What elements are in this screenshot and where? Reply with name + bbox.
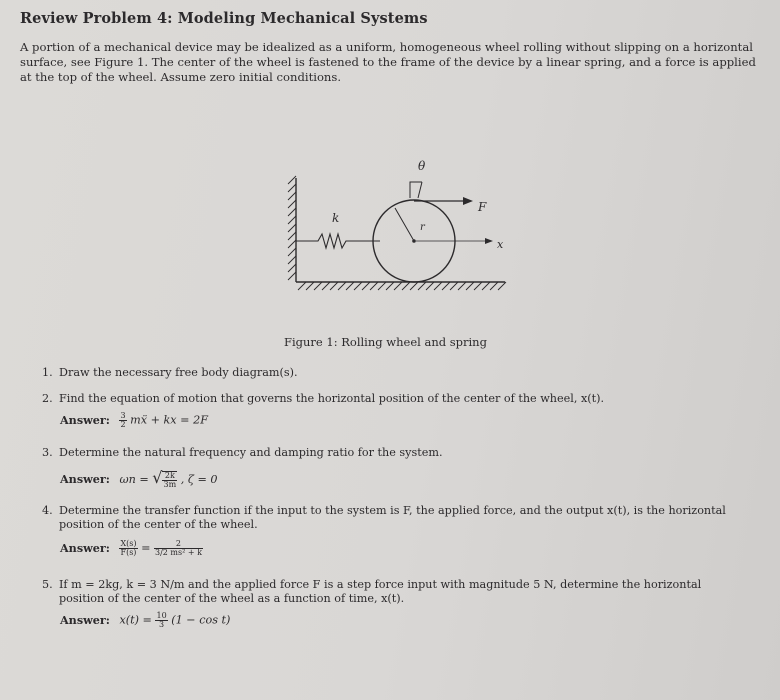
problem-text: Find the equation of motion that governs the horizontal position of the center of the wheel, x(t).: [59, 392, 605, 405]
problem-text: Determine the natural frequency and damping ratio for the system.: [59, 446, 443, 459]
answer-expression: (1 − cos t): [171, 613, 231, 627]
page-title: Review Problem 4: Modeling Mechanical Systems: [20, 10, 428, 27]
fraction-lhs: [119, 540, 137, 557]
ground-hatching: [298, 282, 506, 290]
answer-expression: mẍ + kx = 2F: [130, 413, 208, 427]
spring-label: k: [332, 211, 340, 225]
problem-number: 3.: [42, 446, 53, 459]
answer-5: [60, 612, 230, 629]
equals-sign: =: [141, 541, 151, 555]
answer-2: [60, 412, 208, 429]
fraction-denominator: 3m: [163, 480, 177, 489]
fraction-numerator: 2: [154, 540, 203, 549]
fraction: [119, 412, 126, 429]
radius-label: r: [420, 222, 425, 233]
wheel-spring-figure: [270, 150, 530, 300]
radius-line: [395, 208, 414, 241]
force-arrowhead: [463, 197, 473, 205]
wall-hatching: [288, 176, 296, 280]
intro-line: surface, see Figure 1. The center of the wheel is fastened to the frame of the device by a linear spring, and a force is applied: [20, 55, 756, 69]
problem-text-continued: position of the center of the wheel as a function of time, x(t).: [59, 592, 405, 605]
intro-line: A portion of a mechanical device may be idealized as a uniform, homogeneous wheel rolling without slipping on a horizontal: [20, 40, 753, 54]
problem-text-continued: position of the center of the wheel.: [59, 518, 258, 531]
theta-marker: [410, 182, 422, 198]
fraction-numerator: X(s): [120, 539, 137, 548]
problem-text: If m = 2kg, k = 3 N/m and the applied force F is a step force input with magnitude 5 N, determine the horizontal: [59, 578, 702, 591]
answer-label: Answer:: [60, 540, 110, 555]
fraction-numerator: 10: [156, 611, 167, 620]
fraction-numerator: 2k: [162, 472, 177, 481]
fraction-denominator: 3/2 ms² + k: [155, 548, 202, 557]
fraction-denominator: F(s): [120, 548, 137, 557]
answer-label: Answer:: [60, 412, 110, 427]
fraction: [155, 612, 167, 629]
problem-text: Draw the necessary free body diagram(s).: [59, 366, 298, 379]
fraction-numerator: 3: [120, 411, 126, 420]
intro-paragraph: [20, 40, 756, 85]
problem-text: Determine the transfer function if the input to the system is F, the applied force, and the output x(t), is the horizontal: [59, 504, 726, 517]
problem-number: 5.: [42, 578, 53, 591]
answer-prefix: ωn =: [119, 473, 149, 486]
fraction-rhs: [154, 540, 203, 557]
answer-prefix: x(t) =: [119, 613, 152, 627]
problem-number: 1.: [42, 366, 53, 379]
fraction-denominator: 2: [120, 420, 126, 429]
answer-4: [60, 540, 203, 557]
intro-line: at the top of the wheel. Assume zero initial conditions.: [20, 70, 342, 84]
force-label: F: [478, 200, 487, 214]
answer-label: Answer:: [60, 612, 110, 627]
theta-label: θ: [418, 159, 426, 173]
sqrt-sign: √: [152, 468, 163, 487]
fraction: [162, 471, 177, 489]
answer-label: Answer:: [60, 472, 110, 486]
answer-3: [60, 468, 218, 489]
problem-number: 2.: [42, 392, 53, 405]
problem-number: 4.: [42, 504, 53, 517]
figure-caption: Figure 1: Rolling wheel and spring: [284, 335, 487, 349]
answer-expression: , ζ = 0: [180, 473, 218, 486]
position-label: x: [497, 238, 504, 251]
x-arrowhead: [485, 238, 493, 244]
fraction-denominator: 3: [159, 620, 165, 629]
spring: [296, 234, 380, 248]
